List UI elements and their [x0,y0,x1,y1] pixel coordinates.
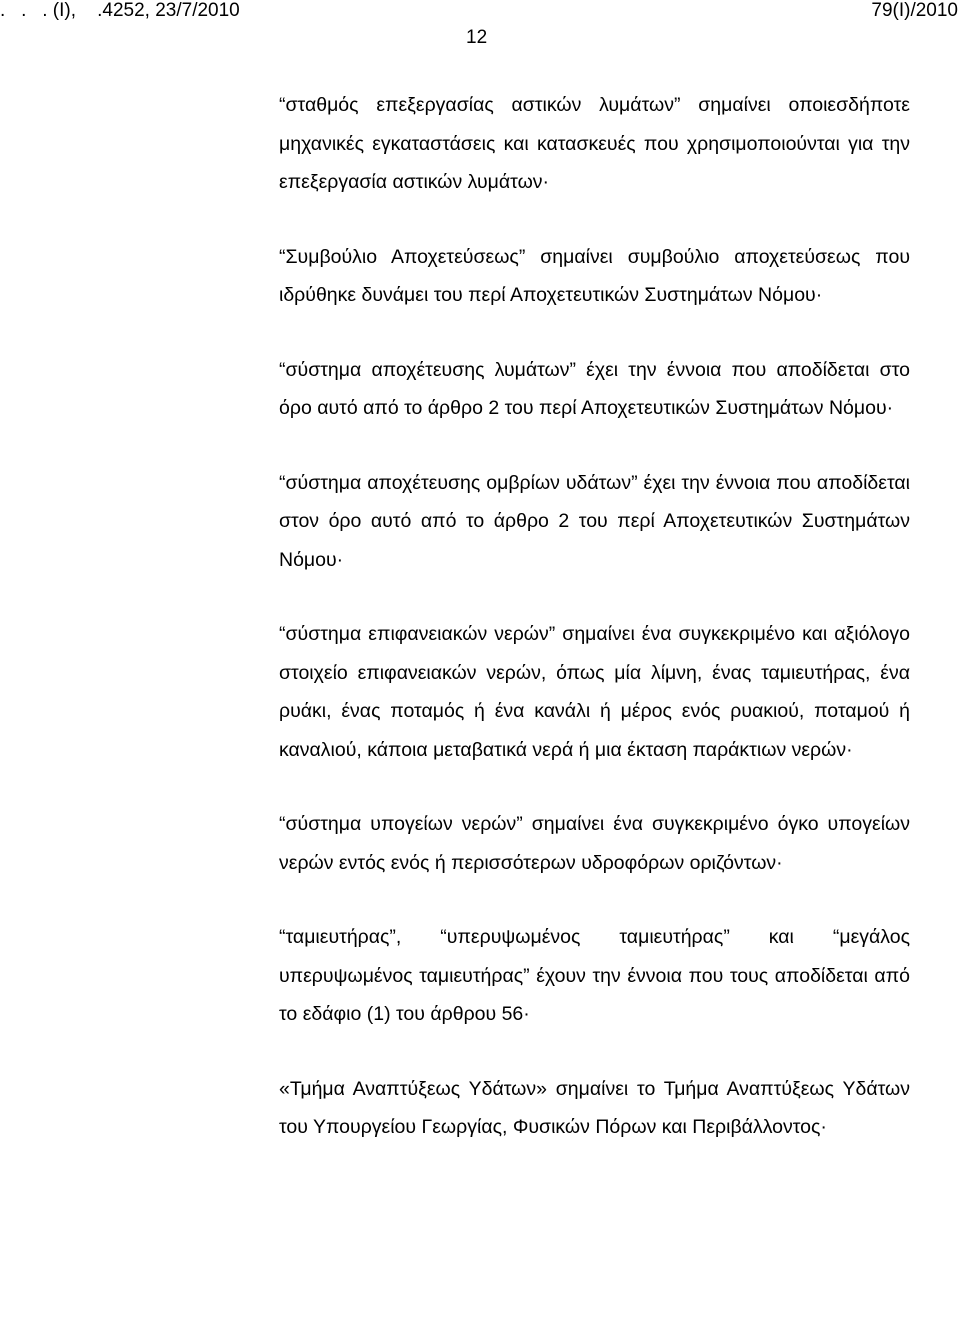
definition-paragraph: “σύστημα αποχέτευσης λυμάτων” έχει την έννοια που αποδίδεται στο όρο αυτό από το άρθρο 2 του περί Αποχετευτικών Συστημάτων Νόμου· [279,358,910,419]
definition-paragraph: “ταμιευτήρας”, “υπερυψωμένος ταμιευτήρας” και “μεγάλος υπερυψωμένος ταμιευτήρας” έχουν την έννοια που τους αποδίδεται από το εδάφιο (1) του άρθρου 56· [279,926,910,1025]
definitions-list [279,86,910,1147]
page-number: 12 [466,27,488,48]
definition-paragraph: “σταθμός επεξεργασίας αστικών λυμάτων” σημαίνει οποιεσδήποτε μηχανικές εγκαταστάσεις και κατασκευές που χρησιμοποιούνται για την επεξεργασία αστικών λυμάτων· [279,94,910,193]
definition-paragraph: “σύστημα επιφανειακών νερών” σημαίνει ένα συγκεκριμένο και αξιόλογο στοιχείο επιφανειακών νερών, όπως μία λίμνη, ένας ταμιευτήρας, ένα ρυάκι, ένας ποταμός ή ένα κανάλι ή μέρος ενός ρυακιού, ποταμού ή καναλιού, κάποια μεταβατικά νερά ή μια έκταση παράκτιων νερών· [279,623,910,761]
definition-paragraph: “σύστημα υπογείων νερών” σημαίνει ένα συγκεκριμένο όγκο υπογείων νερών εντός ενός ή περισσότερων υδροφόρων οριζόντων· [279,813,910,874]
gazette-reference: . . . (Ι), .4252, 23/7/2010 [0,0,240,21]
page-header [0,0,960,30]
law-number: 79(Ι)/2010 [871,0,958,21]
definition-paragraph: “σύστημα αποχέτευσης ομβρίων υδάτων” έχει την έννοια που αποδίδεται στον όρο αυτό από το άρθρο 2 του περί Αποχετευτικών Συστημάτων Νόμου· [279,471,910,571]
definition-paragraph: “Συμβούλιο Αποχετεύσεως” σημαίνει συμβούλιο αποχετεύσεως που ιδρύθηκε δυνάμει του περί Αποχετευτικών Συστημάτων Νόμου· [279,245,910,306]
definition-paragraph: «Τμήμα Αναπτύξεως Υδάτων» σημαίνει το Τμήμα Αναπτύξεως Υδάτων του Υπουργείου Γεωργίας, Φυσικών Πόρων και Περιβάλλοντος· [279,1077,910,1138]
